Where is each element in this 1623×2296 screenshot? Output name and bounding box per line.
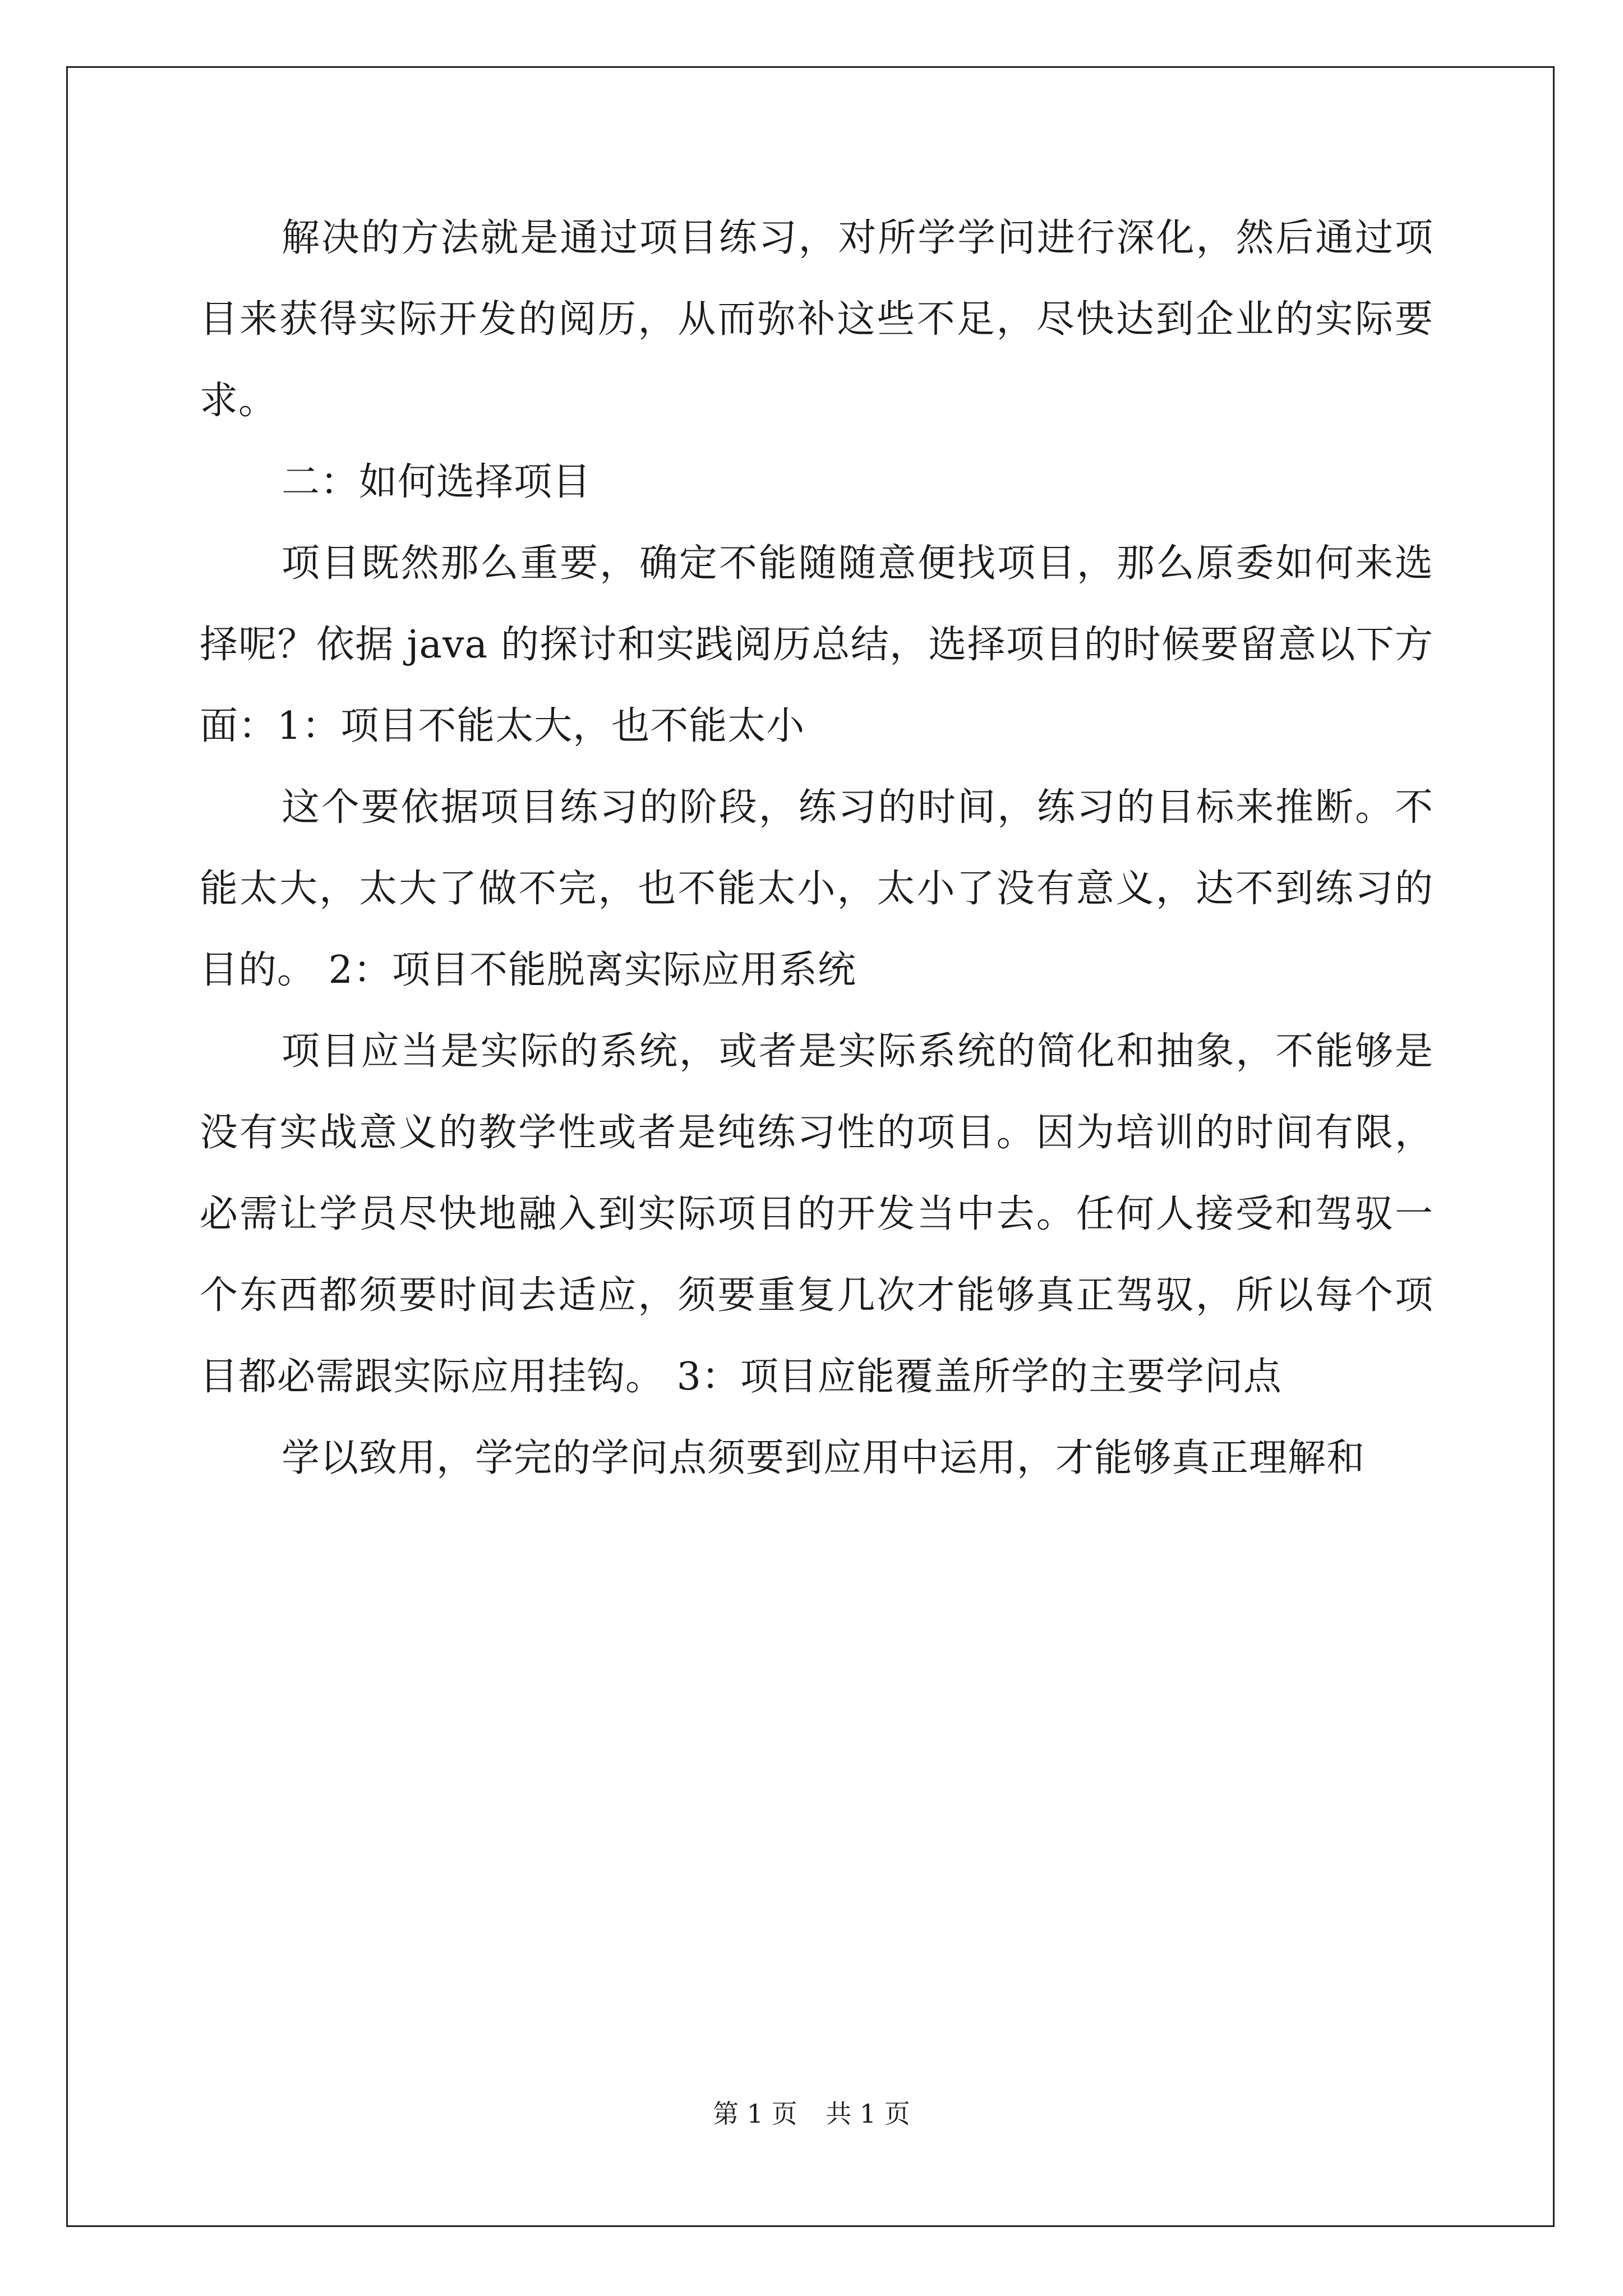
paragraph: 解决的方法就是通过项目练习，对所学学问进行深化，然后通过项目来获得实际开发的阅历，从而弥补这些不足，尽快达到企业的实际要求。 xyxy=(200,216,1433,423)
paragraph: 学以致用，学完的学问点须要到应用中运用，才能够真正理解和 xyxy=(282,1436,1366,1480)
page-number: 第 1 页 xyxy=(713,2099,797,2129)
document-body xyxy=(200,197,1433,1499)
paragraph: 项目既然那么重要，确定不能随随意便找项目，那么原委如何来选择呢？依据 java 的探讨和实践阅历总结，选择项目的时候要留意以下方面：1：项目不能太大，也不能太小 xyxy=(200,541,1433,748)
page-footer xyxy=(0,2097,1623,2131)
section-heading: 二：如何选择项目 xyxy=(282,460,592,504)
page-total: 共 1 页 xyxy=(826,2099,910,2129)
paragraph: 项目应当是实际的系统，或者是实际系统的简化和抽象，不能够是没有实战意义的教学性或者是纯练习性的项目。因为培训的时间有限，必需让学员尽快地融入到实际项目的开发当中去。任何人接受和驾驭一个东西都须要时间去适应，须要重复几次才能够真正驾驭，所以每个项目都必需跟实际应用挂钩。 3：项目应能覆盖所学的主要学问点 xyxy=(200,1029,1433,1399)
paragraph: 这个要依据项目练习的阶段，练习的时间，练习的目标来推断。不能太大，太大了做不完，也不能太小，太小了没有意义，达不到练习的目的。 2：项目不能脱离实际应用系统 xyxy=(200,785,1433,992)
